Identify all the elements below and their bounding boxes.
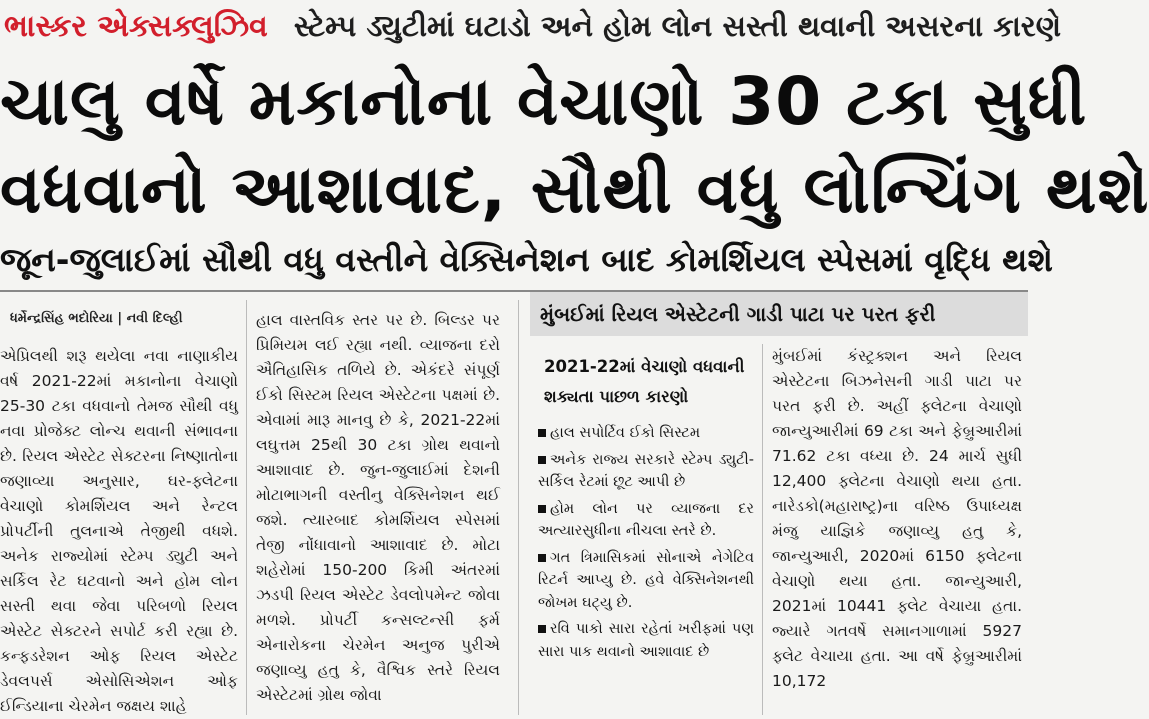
list-item: હાલ સપોર્ટિવ ઈકો સિસ્ટમ <box>538 422 754 445</box>
sidebar-heading: મુંબઈમાં રિયલ એસ્ટેટની ગાડી પાટા પર પરત ફરી <box>530 292 1028 336</box>
reasons-list <box>538 422 754 715</box>
bullet-icon <box>538 456 546 464</box>
kicker-text: સ્ટેમ્પ ડ્યુટીમાં ઘટાડો અને હોમ લોન સસ્તી થવાની અસરના કારણે <box>293 8 1062 43</box>
list-item: ગત ત્રિમાસિકમાં સોનાએ નેગેટિવ રિટર્ન આપ્યુ છે. હવે વેક્સિનેશનથી જોખમ ઘટ્યુ છે. <box>538 549 754 611</box>
list-item: હોમ લોન પર વ્યાજના દર અત્યારસુધીના નીચલા સ્તરે છે. <box>538 500 754 539</box>
column-divider <box>762 344 763 715</box>
bullet-icon <box>538 554 546 562</box>
kicker-line <box>0 0 1062 52</box>
subheadline: જૂન-જુલાઈમાં સૌથી વધુ વસ્તીને વેક્સિનેશન બાદ કોમર્શિયલ સ્પેસમાં વૃદ્ધિ થશે <box>0 240 1053 279</box>
list-item: રવિ પાકો સારા રહેતાં ખરીફમાં પણ સારા પાક થવાનો આશાવાદ છે <box>538 621 754 660</box>
list-item: અનેક રાજ્ય સરકારે સ્ટેમ્પ ડ્યુટી-સર્કિલ રેટમાં છૂટ આપી છે <box>538 451 754 490</box>
headline-line-1: ચાલુ વર્ષે મકાનોના વેચાણો 30 ટકા સુધી <box>0 63 1088 140</box>
article-column-1: એપ્રિલથી શરૂ થયેલા નવા નાણાકીય વર્ષ 2021-22માં મકાનોના વેચાણો 25-30 ટકા વધવાનો તેમજ સૌથી વધુ નવા પ્રોજેક્ટ લોન્ચ થવાની સંભાવના છે. રિયલ એસ્ટેટ સેક્ટરના નિષ્ણાતોના જણાવ્યા અનુસાર, ઘર-ફ્લેટના વેચાણો કોમર્શિયલ અને રેન્ટલ પ્રોપર્ટીની તુલનાએ તેજીથી વધશે. અનેક રાજ્યોમાં સ્ટેમ્પ ડ્યુટી અને સર્કિલ રેટ ઘટવાનો અને હોમ લોન સસ્તી થવા જેવા પરિબળો રિયલ એસ્ટેટ સેક્ટરને સપોર્ટ કરી રહ્યા છે. કન્ફડરેશન ઓફ રિયલ એસ્ટેટ ડેવલપર્સ એસોસિએશન ઓફ ઈન્ડિયાના ચેરમેન જક્ષય શાહે <box>0 347 238 715</box>
bullet-icon <box>538 625 546 633</box>
article-column-2: હાલ વાસ્તવિક સ્તર પર છે. બિલ્ડર પર પ્રિમિયમ લઈ રહ્યા નથી. વ્યાજના દરો ઐતિહાસિક તળિયે છે. એકંદરે સંપૂર્ણ ઈકો સિસ્ટમ રિયલ એસ્ટેટના પક્ષમાં છે. એવામાં મારૂ માનવુ છે કે, 2021-22માં લઘુત્તમ 25થી 30 ટકા ગ્રોથ થવાનો આશાવાદ છે. જુન-જુલાઈમાં દેશની મોટાભાગની વસ્તીનુ વેક્સિનેશન થઈ જશે. ત્યારબાદ કોમર્શિયલ સ્પેસમાં તેજી નોંધાવાનો આશાવાદ છે. મોટા શહેરોમાં 150-200 કિમી અંતરમાં ઝડપી રિયલ એસ્ટેટ ડેવલોપમેન્ટ જોવા મળશે. પ્રોપર્ટી કન્સલ્ટન્સી ફર્મ એનારોકના ચેરમેન અનુજ પુરીએ જણાવ્યુ હતુ કે, વૈશ્વિક સ્તરે રિયલ એસ્ટેટમાં ગ્રોથ જોવા <box>256 311 500 704</box>
reasons-box-title: 2021-22માં વેચાણો વધવાની શક્યતા પાછળ કારણો <box>544 357 745 406</box>
byline: ધર્મેન્દ્રસિંહ ભદોરિયા | નવી દિલ્હી <box>10 311 183 326</box>
sidebar-body: મુંબઈમાં કંસ્ટ્રક્શન અને રિયલ એસ્ટેટના બિઝનેસની ગાડી પાટા પર પરત ફરી છે. અહીં ફ્લેટના વેચાણો જાન્યુઆરીમાં 69 ટકા અને ફેબ્રુઆરીમાં 71.62 ટકા વધ્યા છે. 24 માર્ચ સુધી 12,400 ફ્લેટના વેચાણો થયા હતા. નારેડકો(મહારાષ્ટ્ર)ના વરિષ્ઠ ઉપાધ્યક્ષ મંજુ યાજ્ઞિકે જણાવ્યુ હતુ કે, જાન્યુઆરી, 2020માં 6150 ફ્લેટના વેચાણો થયા હતા. જાન્યુઆરી, 2021માં 10441 ફ્લેટ વેચાયા હતા. જ્યારે ગતવર્ષે સમાનગાળામાં 5927 ફ્લેટ વેચાયા હતા. આ વર્ષે ફેબ્રુઆરીમાં 10,172 <box>772 347 1022 690</box>
headline-line-2: વધવાનો આશાવાદ, સૌથી વધુ લોન્ચિંગ થશે <box>0 151 1149 228</box>
column-divider <box>246 300 247 715</box>
column-divider <box>518 300 519 715</box>
brand-label: ભાસ્કર એક્સક્લુઝિવ <box>4 8 268 44</box>
bullet-icon <box>538 429 546 437</box>
bullet-icon <box>538 505 546 513</box>
